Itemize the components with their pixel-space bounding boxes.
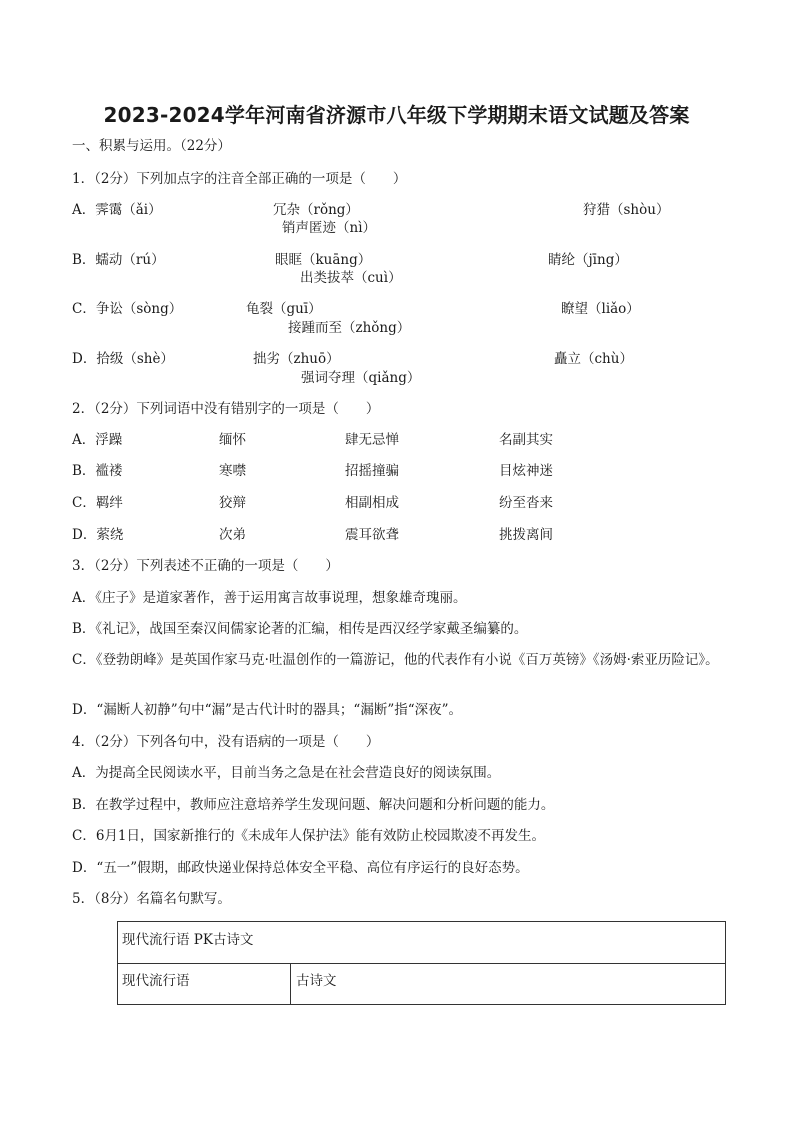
q2-option-b-4: 目炫神迷 (499, 463, 553, 479)
table-header-modern: 现代流行语 (122, 973, 190, 989)
table-column-divider (290, 963, 291, 1005)
q1-option-b-word2: 眼眶（kuāng） (275, 252, 372, 268)
q2-option-b-1: B．褴褛 (72, 463, 123, 479)
q1-option-c-word4: 接踵而至（zhǒng） (288, 320, 411, 336)
q2-option-d-4: 挑拨离间 (499, 527, 553, 543)
table-header-classical: 古诗文 (296, 973, 337, 989)
section-heading: 一、积累与运用。（22分） (72, 138, 231, 154)
q3-option-d: D．“漏断人初静”句中“漏”是古代计时的器具；“漏断”指“深夜”。 (72, 702, 463, 718)
q1-option-c-word2: 龟裂（guī） (246, 301, 322, 317)
q2-option-a-4: 名副其实 (499, 432, 553, 448)
q4-option-b: B．在教学过程中，教师应注意培养学生发现问题、解决问题和分析问题的能力。 (72, 797, 555, 813)
q1-option-d: D．拾级（shè） (72, 351, 174, 367)
question-5-stem: 5．（8分）名篇名句默写。 (72, 891, 231, 907)
q2-option-c-2: 狡辩 (219, 495, 246, 511)
q4-option-c: C．6月1日，国家新推行的《未成年人保护法》能有效防止校园欺凌不再发生。 (72, 828, 546, 844)
q1-option-a-word3: 狩猎（shòu） (583, 202, 670, 218)
q1-option-a-word2: 冗杂（rǒng） (273, 202, 359, 218)
question-1-stem: 1．（2分）下列加点字的注音全部正确的一项是（ ） (72, 171, 407, 187)
q1-option-c-word3: 瞭望（liǎo） (561, 301, 640, 317)
q4-option-a: A．为提高全民阅读水平，目前当务之急是在社会营造良好的阅读氛围。 (72, 765, 501, 781)
q2-option-b-2: 寒噤 (219, 463, 246, 479)
q2-option-c-1: C．羁绊 (72, 495, 123, 511)
q1-option-b-word4: 出类拔萃（cuì） (300, 270, 402, 286)
q2-option-d-1: D．萦绕 (72, 527, 124, 543)
question-4-stem: 4．（2分）下列各句中，没有语病的一项是（ ） (72, 734, 380, 750)
page-title: 2023-2024学年河南省济源市八年级下学期期末语文试题及答案 (103, 103, 690, 127)
q2-option-d-2: 次弟 (219, 527, 246, 543)
q2-option-c-4: 纷至沓来 (499, 495, 553, 511)
q1-option-d-word3: 矗立（chù） (554, 351, 633, 367)
table-title: 现代流行语 PK古诗文 (122, 932, 254, 948)
question-3-stem: 3．（2分）下列表述不正确的一项是（ ） (72, 558, 339, 574)
q4-option-d: D．“五一”假期，邮政快递业保持总体安全平稳、高位有序运行的良好态势。 (72, 860, 529, 876)
question-2-stem: 2．（2分）下列词语中没有错别字的一项是（ ） (72, 401, 380, 417)
q3-option-c: C．《登勃朗峰》是英国作家马克·吐温创作的一篇游记，他的代表作有小说《百万英镑》《汤姆·索亚历险记》。 (72, 652, 719, 668)
q2-option-a-3: 肆无忌惮 (345, 432, 399, 448)
q1-option-b-word3: 睛纶（jīng） (548, 252, 628, 268)
q3-option-b: B．《礼记》，战国至秦汉间儒家论著的汇编，相传是西汉经学家戴圣编纂的。 (72, 621, 528, 637)
q2-option-a-2: 缅怀 (219, 432, 246, 448)
answer-table (117, 921, 726, 1005)
q2-option-b-3: 招摇撞骗 (345, 463, 399, 479)
q2-option-d-3: 震耳欲聋 (345, 527, 399, 543)
q2-option-a-1: A．浮躁 (72, 432, 123, 448)
q1-option-d-word2: 拙劣（zhuō） (253, 351, 340, 367)
q1-option-a: A．霁霭（ǎi） (72, 202, 162, 218)
q3-option-a: A．《庄子》是道家著作，善于运用寓言故事说理，想象雄奇瑰丽。 (72, 590, 467, 606)
q1-option-d-word4: 强词夺理（qiǎng） (301, 370, 421, 386)
q1-option-a-word4: 销声匿迹（nì） (282, 220, 377, 236)
table-divider (118, 963, 725, 964)
q1-option-b: B．蠕动（rú） (72, 252, 165, 268)
q1-option-c: C．争讼（sòng） (72, 301, 183, 317)
q2-option-c-3: 相副相成 (345, 495, 399, 511)
